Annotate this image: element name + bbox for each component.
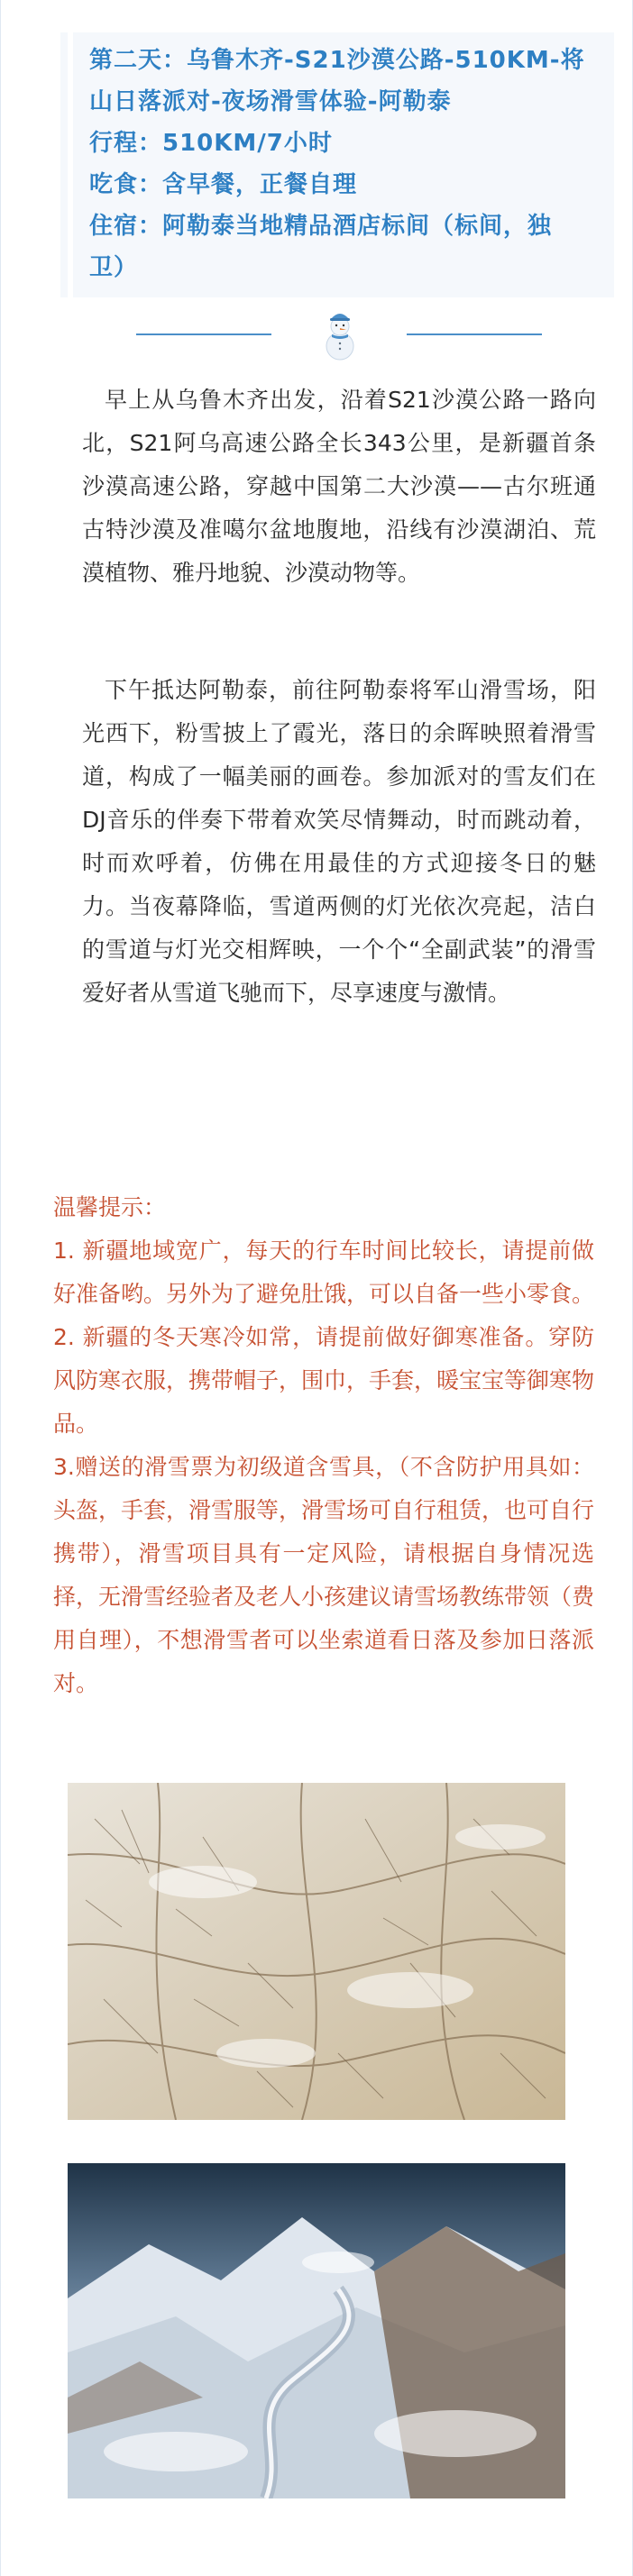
snowman-icon — [319, 306, 361, 362]
paragraph-morning: 早上从乌鲁木齐出发，沿着S21沙漠公路一路向北，S21阿乌高速公路全长343公里，是新疆首条沙漠高速公路，穿越中国第二大沙漠——古尔班通古特沙漠及准噶尔盆地腹地，沿线有沙漠湖泊、荒漠植物、雅丹地貌、沙漠动物等。 — [82, 387, 596, 586]
photo-snowy-river-valley — [68, 2163, 565, 2498]
day-title-line-2: 山日落派对-夜场滑雪体验-阿勒泰 — [89, 88, 452, 115]
divider-rule-left — [136, 333, 271, 335]
lodging-info-line-2: 卫） — [89, 254, 139, 281]
tips-section — [53, 1186, 594, 1705]
section-divider — [136, 306, 542, 370]
tips-item-3: 3.赠送的滑雪票为初级道含雪具，（不含防护用具如：头盔，手套，滑雪服等，滑雪场可自行租赁，也可自行携带），滑雪项目具有一定风险，请根据自身情况选择，无滑雪经验者及老人小孩建议请雪场教练带领（费用自理），不想滑雪者可以坐索道看日落及参加日落派对。 — [53, 1454, 595, 1696]
day-title-line-1: 第二天：乌鲁木齐-S21沙漠公路-510KM-将 — [89, 47, 585, 74]
paragraph-afternoon: 下午抵达阿勒泰，前往阿勒泰将军山滑雪场，阳光西下，粉雪披上了霞光，落日的余晖映照着滑雪道，构成了一幅美丽的画卷。参加派对的雪友们在DJ音乐的伴奏下带着欢笑尽情舞动，时而跳动着，时而欢呼着，仿佛在用最佳的方式迎接冬日的魅力。当夜幕降临，雪道两侧的灯光依次亮起，洁白的雪道与灯光交相辉映，一个个“全副武装”的滑雪爱好者从雪道飞驰而下，尽享速度与激情。 — [82, 677, 596, 1006]
tips-title: 温馨提示： — [53, 1194, 167, 1220]
divider-rule-right — [407, 333, 542, 335]
itinerary-distance: 行程：510KM/7小时 — [89, 130, 333, 157]
lodging-info-line-1: 住宿：阿勒泰当地精品酒店标间（标间，独 — [89, 213, 553, 240]
meals-info: 吃食：含早餐，正餐自理 — [89, 171, 358, 198]
day-info-block — [73, 32, 614, 297]
photo-aerial-snow-ridges — [68, 1783, 565, 2120]
tips-item-1: 1. 新疆地域宽广，每天的行车时间比较长，请提前做好准备哟。另外为了避免肚饿，可以自备一些小零食。 — [53, 1238, 595, 1307]
tips-item-2: 2. 新疆的冬天寒冷如常，请提前做好御寒准备。穿防风防寒衣服，携带帽子，围巾，手套，暖宝宝等御寒物品。 — [53, 1324, 595, 1437]
